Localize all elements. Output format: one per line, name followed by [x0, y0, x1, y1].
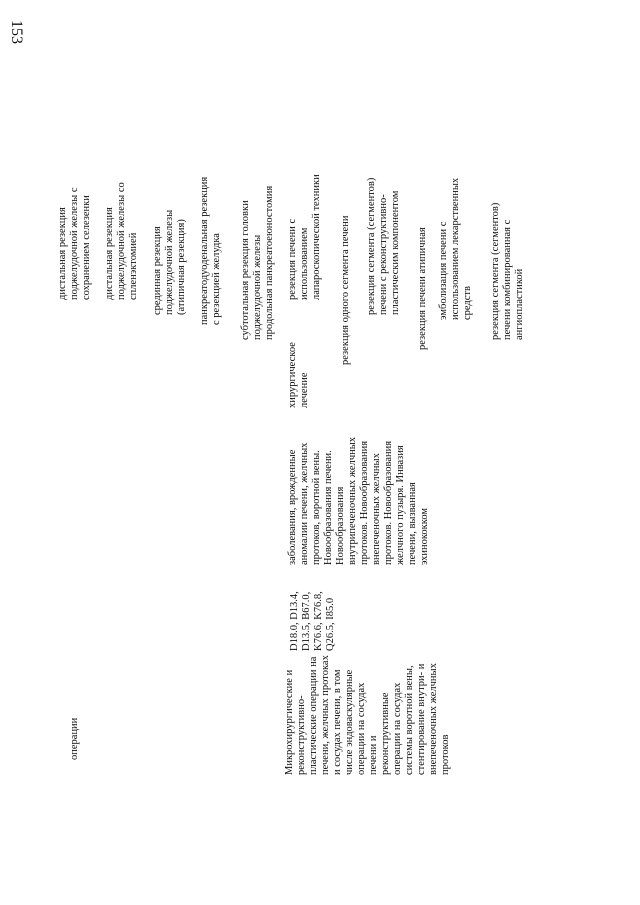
method-item: резекция одного сегмента печени: [340, 215, 351, 365]
row1-type-label: операции: [69, 717, 80, 760]
method-item: субтотальная резекция головки поджелудочной железы продольная панкреатоеюностомия: [240, 185, 275, 340]
row2-diagnosis: заболевания, врожденные аномалии печени, желчных протоков, воротной вены. Новообразования печени. Новообразования внутрипеченочных желчных протоков. Новообразования внепеченочных желчных протоков. Новообразования желчного пузыря. Инвазия печени, вызванная эхинококком: [287, 436, 430, 565]
method-item: панкреатодуоденальная резекция с резекцией желудка: [199, 176, 222, 325]
method-item: дистальная резекция поджелудочной железы с сохранением селезенки: [57, 187, 92, 300]
method-item: дистальная резекция поджелудочной железы со спленэктомией: [104, 182, 139, 300]
method-item: резекция печени атипичная: [417, 227, 428, 350]
page-number: 153: [8, 20, 25, 44]
row2-treatment-type: хирургическое лечение: [287, 342, 310, 408]
row2-codes: D18.0, D13.4, D13.5, B67.0, K76.6, K76.8, Q26.5, I85.0: [289, 591, 336, 651]
row2-name: Микрохирургические и реконструктивно- пластические операции на печени, желчных протоках и сосудах печени, в том числе эндоваскулярные операции на сосудах печени и реконструктивные операции на сосудах системы воротной вены, стентирование внутри- и внепеченочных желчных протоков: [284, 655, 451, 775]
method-item: резекция печени с использованием лапароскопической техники: [287, 174, 322, 300]
method-item: резекция сегмента (сегментов) печени с реконструктивно- пластическим компонентом: [366, 177, 401, 315]
method-item: срединная резекция поджелудочной железы (атипичная резекция): [152, 209, 187, 315]
rotated-table: [48, 10, 608, 890]
method-item: резекция сегмента (сегментов) печени комбинированная с ангиопластикой: [490, 202, 525, 340]
method-item: эмболизация печени с использованием лекарственных средств: [438, 177, 473, 320]
